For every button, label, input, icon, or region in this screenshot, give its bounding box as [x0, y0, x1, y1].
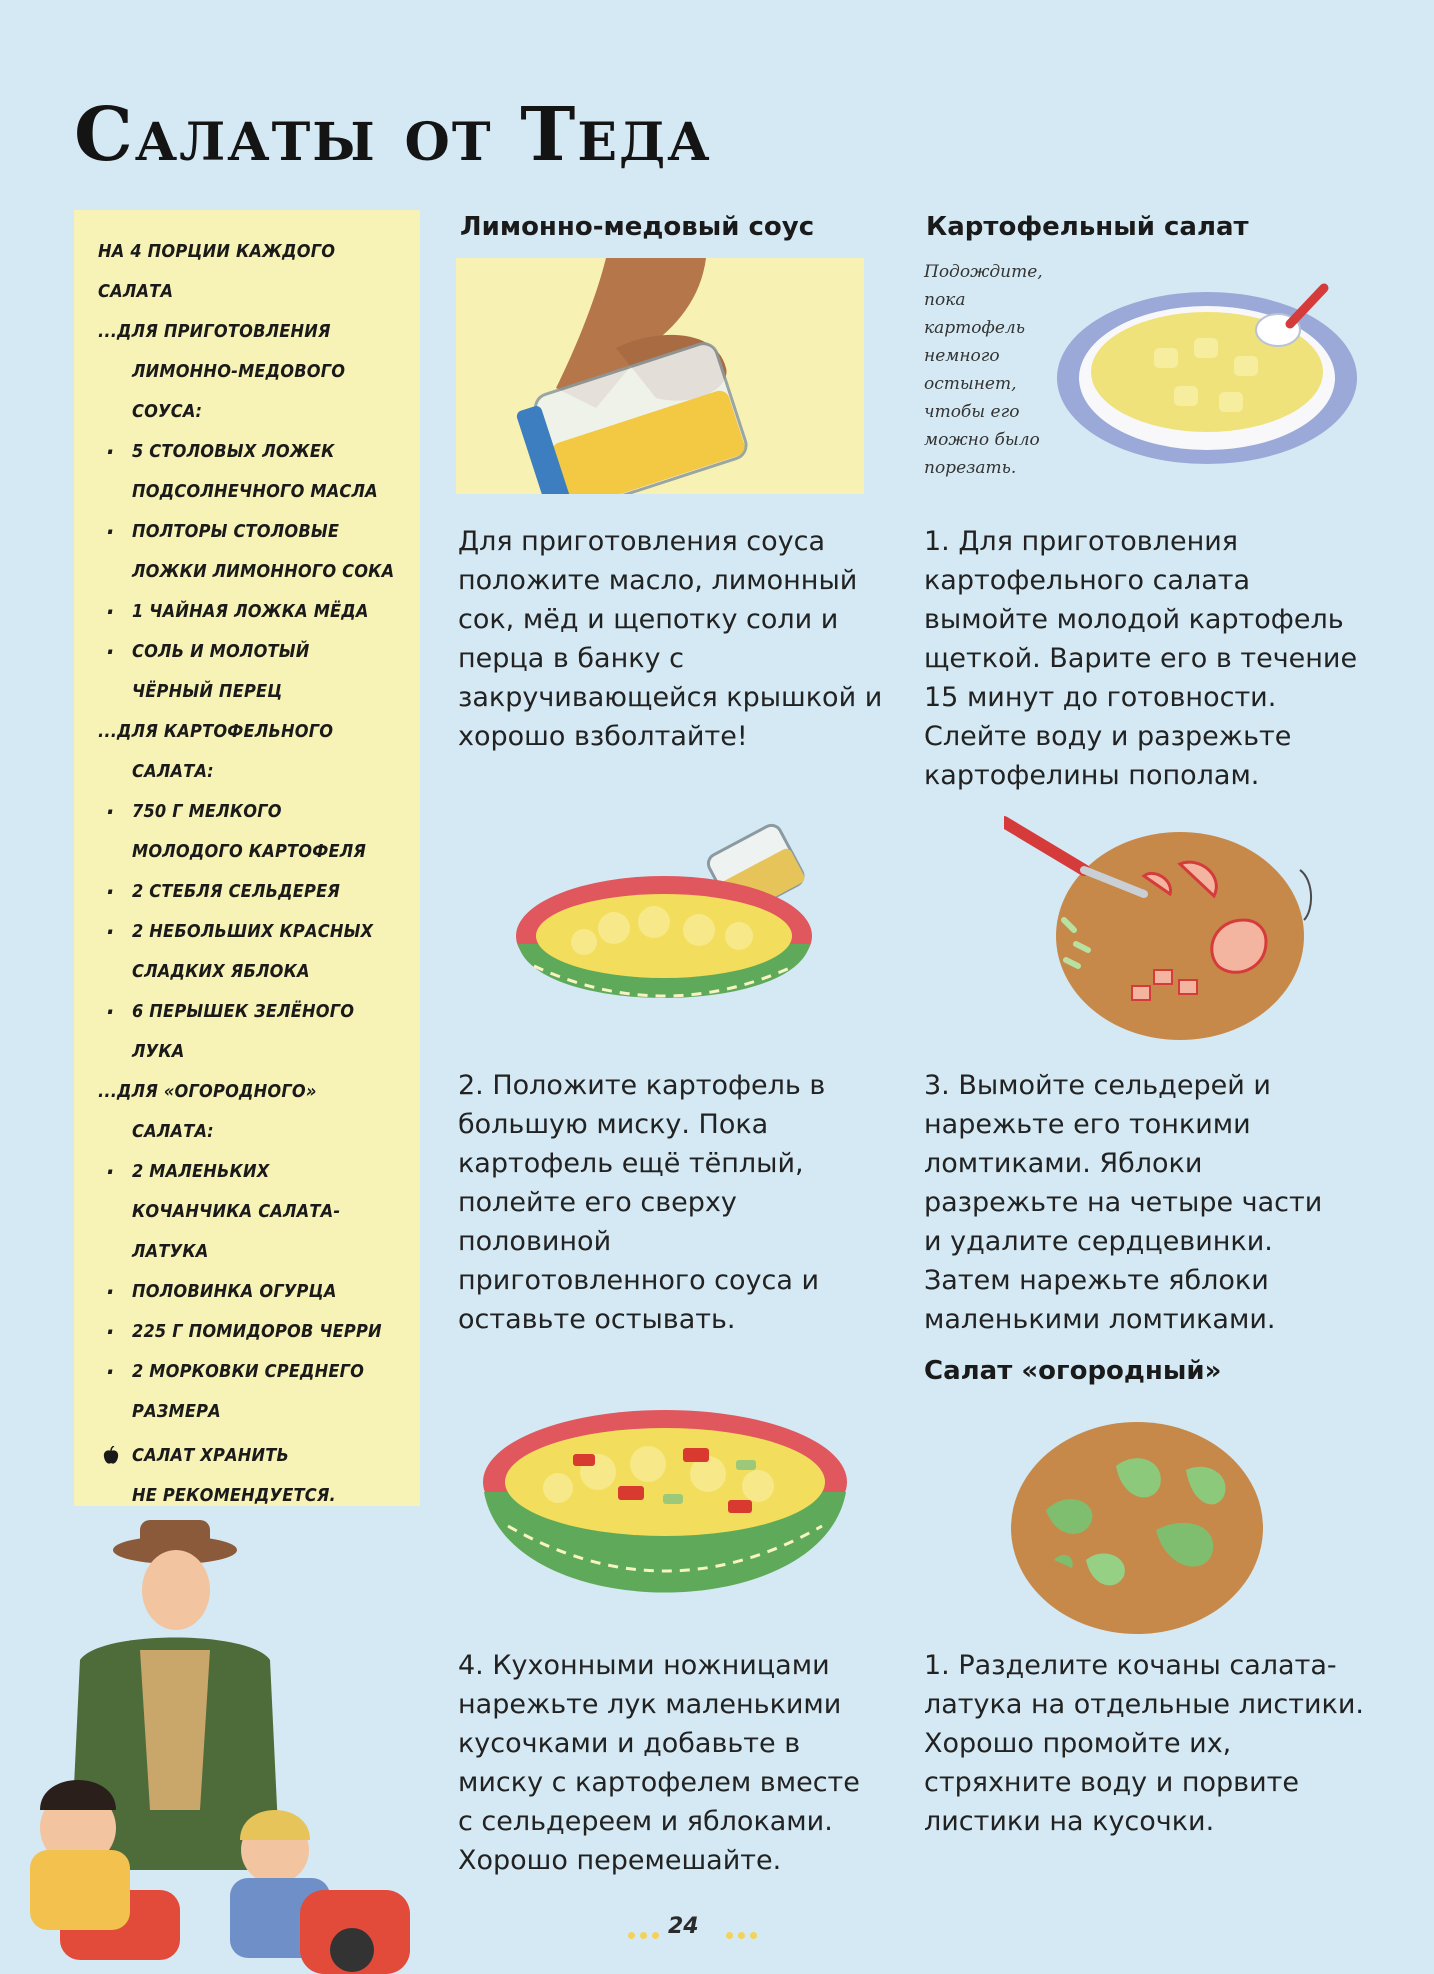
potato-cooling-note: Подождите, пока картофель немного остынет, чтобы его можно было порезать. [924, 262, 1043, 478]
potato-step2-text: 2. Положите картофель в большую миску. Пока картофель ещё тёплый, полейте его сверху половиной приготовленного соуса и оставьте остывать. [458, 1070, 826, 1335]
potato-heading: Картофельный салат [926, 212, 1249, 242]
ingredient-line: · 6 ПЕРЫШЕК ЗЕЛЁНОГО ЛУКА [98, 992, 404, 1072]
ingredient-line: НА 4 ПОРЦИИ КАЖДОГО [98, 241, 336, 262]
ingredient-line: МОЛОДОГО КАРТОФЕЛЯ [132, 841, 367, 862]
sauce-heading: Лимонно-медовый соус [460, 212, 815, 242]
potato-step1-text: 1. Для приготовления картофельного салата вымойте молодой картофель щеткой. Варите его в течение 15 минут до готовности. Слейте воду и разрежьте картофелины пополам. [924, 526, 1358, 791]
storage-note-line2: НЕ РЕКОМЕНДУЕТСЯ. [132, 1485, 336, 1506]
ingredient-line: РАЗМЕРА [132, 1401, 221, 1422]
apple-icon [102, 1446, 120, 1466]
mixed-salad-bowl-illustration [478, 1376, 852, 1632]
ingredient-line: · 2 МАЛЕНЬКИХ [98, 1152, 404, 1192]
page-number: 24 [668, 1914, 699, 1939]
sauce-jar-illustration [456, 258, 864, 494]
potato-dish-illustration [1054, 268, 1360, 488]
garden-heading: Салат «огородный» [924, 1356, 1222, 1386]
storage-note [98, 1436, 404, 1476]
lettuce-board-illustration [1006, 1410, 1268, 1640]
ingredients-list [98, 232, 404, 1432]
ingredient-line: ЧЁРНЫЙ ПЕРЕЦ [132, 681, 283, 702]
storage-note-line1: САЛАТ ХРАНИТЬ [132, 1445, 290, 1466]
ingredient-line: · 5 СТОЛОВЫХ ЛОЖЕК [98, 432, 404, 472]
ingredient-line: ЛИМОННО-МЕДОВОГО [132, 361, 346, 382]
ted-and-kids-illustration [0, 1510, 420, 1974]
ingredient-line: ПОДСОЛНЕЧНОГО МАСЛА [132, 481, 378, 502]
page-number-right-dots [726, 1924, 762, 1943]
ingredient-line: ЛОЖКИ ЛИМОННОГО СОКА [132, 561, 395, 582]
ingredient-line: ...ДЛЯ «ОГОРОДНОГО» [98, 1081, 317, 1102]
ingredient-line: СЛАДКИХ ЯБЛОКА [132, 961, 310, 982]
garden-step1-text: 1. Разделите кочаны салата-латука на отдельные листики. Хорошо промойте их, стряхните воду и порвите листики на кусочки. [924, 1650, 1364, 1837]
ingredient-line: · 1 ЧАЙНАЯ ЛОЖКА МЁДА [98, 592, 404, 632]
ingredient-line: КОЧАНЧИКА САЛАТА- [132, 1201, 341, 1222]
ingredients-panel [74, 210, 420, 1506]
ingredient-line: · 2 МОРКОВКИ СРЕДНЕГО [98, 1352, 404, 1392]
ingredient-line: САЛАТА [98, 281, 174, 302]
ingredient-line: · СОЛЬ И МОЛОТЫЙ [98, 632, 404, 672]
cutting-board-illustration [1004, 810, 1324, 1050]
potato-step3-text: 3. Вымойте сельдерей и нарежьте его тонкими ломтиками. Яблоки разрежьте на четыре части и удалите сердцевинки. Затем нарежьте яблоки маленькими ломтиками. [924, 1070, 1323, 1335]
ingredient-line: · 2 НЕБОЛЬШИХ КРАСНЫХ [98, 912, 404, 952]
ingredient-line: СОУСА: [132, 401, 203, 422]
potato-bowl-illustration [504, 796, 824, 1046]
ingredient-line: САЛАТА: [132, 1121, 214, 1142]
potato-step4-text: 4. Кухонными ножницами нарежьте лук маленькими кусочками и добавьте в миску с картофелем вместе с сельдереем и яблоками. Хорошо перемешайте. [458, 1650, 860, 1876]
ingredient-line: · 750 Г МЕЛКОГО [98, 792, 404, 832]
ingredient-line: ...ДЛЯ ПРИГОТОВЛЕНИЯ [98, 321, 331, 342]
ingredient-line: ...ДЛЯ КАРТОФЕЛЬНОГО [98, 721, 334, 742]
ingredient-line: · ПОЛОВИНКА ОГУРЦА [98, 1272, 404, 1312]
ingredient-line: САЛАТА: [132, 761, 214, 782]
ingredient-line: · 2 СТЕБЛЯ СЕЛЬДЕРЕЯ [98, 872, 404, 912]
ingredient-line: · 225 Г ПОМИДОРОВ ЧЕРРИ [98, 1312, 404, 1352]
sauce-text: Для приготовления соуса положите масло, лимонный сок, мёд и щепотку соли и перца в банку с закручивающейся крышкой и хорошо взболтайте! [458, 526, 883, 752]
page-title: Салаты от Теда [74, 92, 712, 178]
page-number-left-dots [628, 1924, 664, 1943]
ingredient-line: ЛАТУКА [132, 1241, 209, 1262]
ingredient-line: · ПОЛТОРЫ СТОЛОВЫЕ [98, 512, 404, 552]
